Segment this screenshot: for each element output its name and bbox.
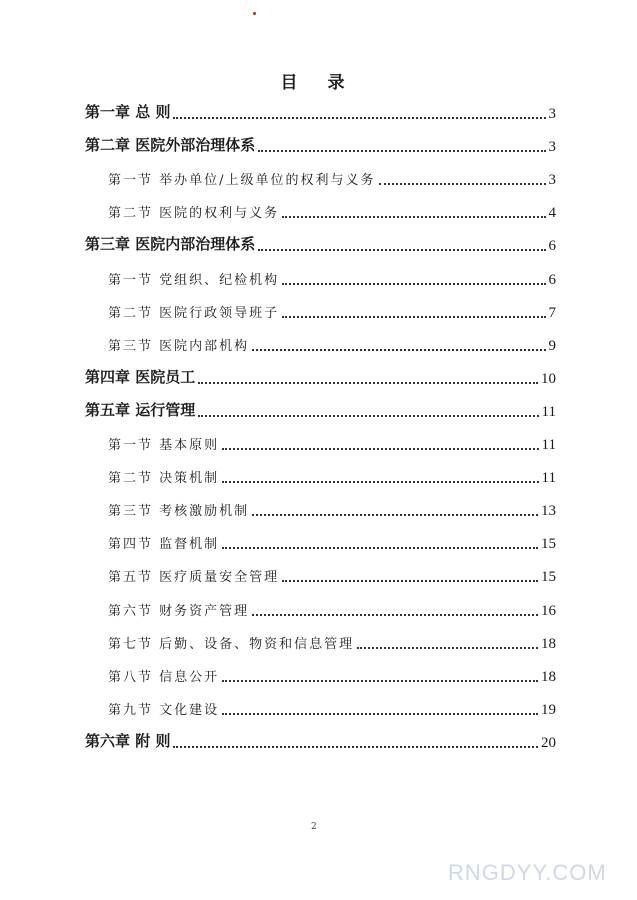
toc-section-row[interactable] <box>108 593 556 621</box>
dot-leader <box>198 415 538 417</box>
toc-section-row[interactable] <box>108 262 556 290</box>
toc-entry-label: 第四章 医院员工 <box>85 367 196 386</box>
dot-leader <box>222 713 538 715</box>
toc-entry-label: 第二节 决策机制 <box>108 471 220 487</box>
toc-chapter-row[interactable] <box>85 96 556 124</box>
dot-leader <box>379 183 546 185</box>
toc-section-row[interactable] <box>108 692 556 720</box>
toc-section-row[interactable] <box>108 195 556 223</box>
toc-entry-label: 第四节 监督机制 <box>108 537 220 553</box>
toc-entry-page: 15 <box>541 569 556 586</box>
red-speck <box>253 12 256 15</box>
toc-entry-page: 20 <box>541 734 556 751</box>
toc-entry-label: 第一节 党组织、纪检机构 <box>108 272 280 288</box>
toc-entry-label: 第七节 后勤、设备、物资和信息管理 <box>108 636 355 652</box>
toc-entry-page: 18 <box>541 668 556 685</box>
toc-entry-label: 第六节 财务资产管理 <box>108 603 250 619</box>
toc-entry-page: 11 <box>541 470 556 487</box>
toc-entry-label: 第九节 文化建设 <box>108 702 220 718</box>
toc-chapter-row[interactable] <box>85 228 556 256</box>
toc-entry-page: 19 <box>541 701 556 718</box>
toc-entry-label: 第一节 举办单位/上级单位的权利与义务 <box>108 173 376 189</box>
toc-entry-page: 11 <box>541 437 556 453</box>
toc-entry-page: 7 <box>548 304 556 321</box>
dot-leader <box>282 283 545 285</box>
toc-entry-page: 11 <box>541 403 556 420</box>
toc-section-row[interactable] <box>108 162 556 190</box>
toc-entry-page: 3 <box>548 172 556 189</box>
toc-entry-page: 13 <box>541 503 556 520</box>
toc-entry-label: 第八节 信息公开 <box>108 669 220 685</box>
dot-leader <box>198 382 538 384</box>
toc-entry-page: 10 <box>541 370 556 387</box>
toc-section-row[interactable] <box>108 427 556 455</box>
toc-chapter-row[interactable] <box>85 394 556 422</box>
toc-section-row[interactable] <box>108 295 556 323</box>
toc-section-row[interactable] <box>108 493 556 521</box>
dot-leader <box>173 746 538 748</box>
dot-leader <box>252 349 545 351</box>
toc-entry-label: 第三节 医院内部机构 <box>108 338 250 354</box>
toc-entry-label: 第二章 医院外部治理体系 <box>85 136 256 155</box>
toc-chapter-row[interactable] <box>85 361 556 389</box>
watermark: RNGDYY.COM <box>448 860 607 885</box>
dot-leader <box>222 448 538 450</box>
dot-leader <box>282 580 538 582</box>
dot-leader <box>173 117 545 119</box>
toc-entry-page: 3 <box>548 106 556 122</box>
dot-leader <box>258 249 545 251</box>
toc-entry-label: 第五节 医疗质量安全管理 <box>108 570 280 586</box>
toc-section-row[interactable] <box>108 526 556 554</box>
dot-leader <box>258 150 545 152</box>
toc-entry-label: 第三节 考核激励机制 <box>108 504 250 520</box>
toc-entry-label: 第二节 医院行政领导班子 <box>108 305 280 321</box>
toc-section-row[interactable] <box>108 659 556 687</box>
toc-chapter-row[interactable] <box>85 129 556 157</box>
toc-entry-label: 第一节 基本原则 <box>108 438 220 453</box>
toc-entry-page: 15 <box>541 536 556 553</box>
toc-chapter-row[interactable] <box>85 725 556 753</box>
toc-entry-page: 6 <box>548 271 556 288</box>
dot-leader <box>222 680 538 682</box>
dot-leader <box>222 547 538 549</box>
dot-leader <box>222 481 538 483</box>
toc-section-row[interactable] <box>108 328 556 356</box>
dot-leader <box>282 316 545 318</box>
toc-section-row[interactable] <box>108 626 556 654</box>
toc-entry-page: 9 <box>548 337 556 354</box>
page-number: 2 <box>311 822 317 832</box>
toc-entry-page: 6 <box>548 238 556 255</box>
dot-leader <box>252 614 538 616</box>
dot-leader <box>357 647 538 649</box>
dot-leader <box>252 514 538 516</box>
toc-entry-page: 3 <box>548 139 556 156</box>
toc-entry-label: 第五章 运行管理 <box>85 400 196 419</box>
toc-entry-label: 第三章 医院内部治理体系 <box>85 235 256 254</box>
toc-entry-page: 18 <box>541 635 556 652</box>
toc-entry-label: 第六章 附 则 <box>85 731 171 750</box>
toc-entry-label: 第一章 总 则 <box>85 103 171 121</box>
toc-entry-label: 第二节 医院的权利与义务 <box>108 206 280 222</box>
toc-entry-page: 4 <box>548 205 556 222</box>
toc-title: 目 录 <box>280 73 357 93</box>
dot-leader <box>282 216 545 218</box>
toc-section-row[interactable] <box>108 460 556 488</box>
toc-entry-page: 16 <box>541 602 556 619</box>
toc-section-row[interactable] <box>108 559 556 587</box>
